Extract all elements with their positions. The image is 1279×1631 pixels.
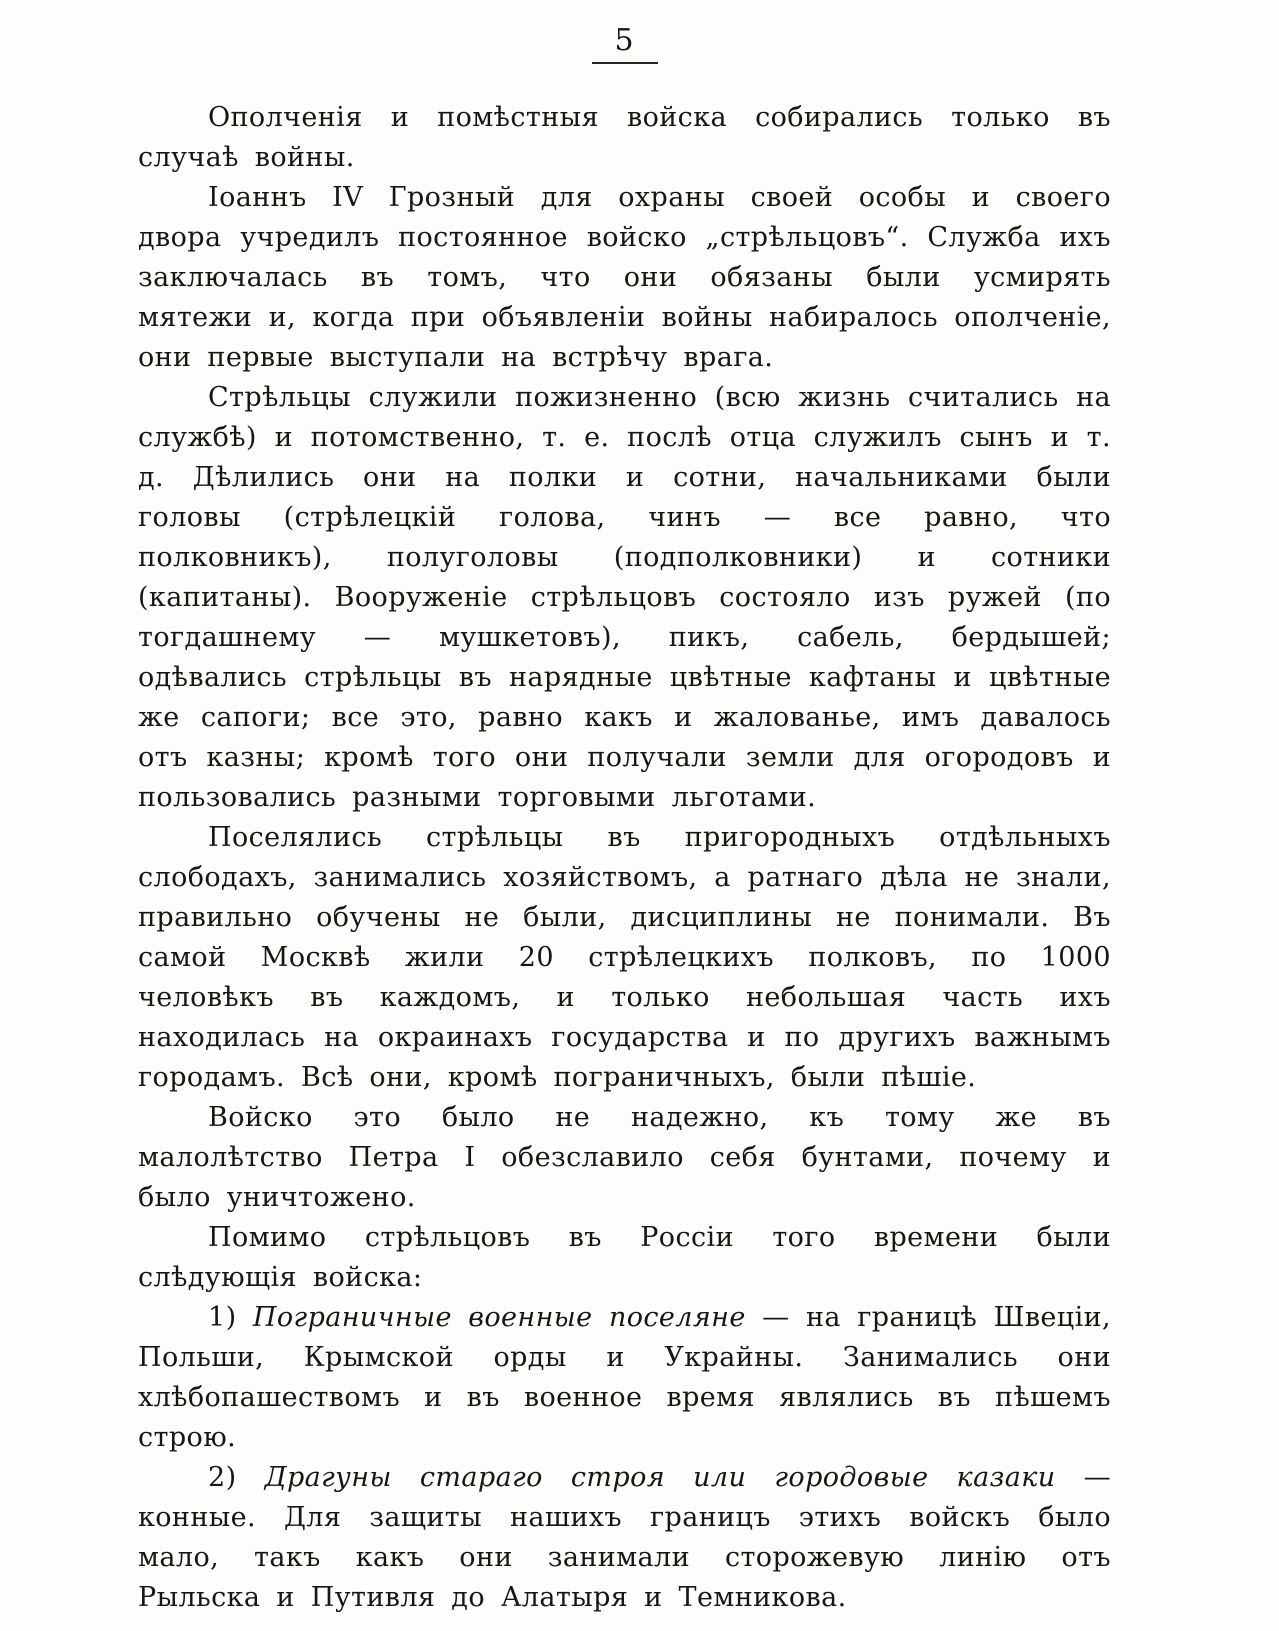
page-number-rule [592, 62, 658, 64]
text-run: Войско это было не надежно, къ тому же въ малолѣтство Петра I обезславило себя бунтами, почему и было уничтожено. [138, 1102, 1111, 1213]
text-run: Поселялись стрѣльцы въ пригородныхъ отдѣльныхъ слободахъ, занимались хозяйствомъ, а ратнаго дѣла не знали, правильно обучены не были, дисциплины не понимали. Въ самой Москвѣ жили 20 стрѣлецкихъ полковъ, по 1000 человѣкъ въ каждомъ, и только небольшая часть ихъ находилась на окраинахъ государства и по другихъ важнымъ городамъ. Всѣ они, кромѣ пограничныхъ, были пѣшіе. [138, 822, 1111, 1093]
paragraph [138, 1458, 1111, 1618]
paragraph [138, 818, 1111, 1098]
italic-text-run: Драгуны стараго строя или городовые казаки [264, 1462, 1056, 1493]
paragraph [138, 1098, 1111, 1218]
paragraph [138, 1298, 1111, 1458]
page-text [138, 98, 1111, 1618]
paragraph [138, 378, 1111, 818]
paragraph [138, 178, 1111, 378]
text-run: Ополченія и помѣстныя войска собирались только въ случаѣ войны. [138, 102, 1111, 173]
text-run: Помимо стрѣльцовъ въ Россіи того времени были слѣдующія войска: [138, 1222, 1111, 1293]
page-number: 5 [614, 23, 635, 58]
text-run: 2) [208, 1462, 265, 1493]
text-run: Іоаннъ IV Грозный для охраны своей особы и своего двора учредилъ постоянное войско „стрѣльцовъ“. Служба ихъ заключалась въ томъ, что они обязаны были усмирять мятежи и, когда при объявленіи войны набиралось ополченіе, они первые выступали на встрѣчу врага. [138, 182, 1111, 373]
text-run: Стрѣльцы служили пожизненно (всю жизнь считались на службѣ) и потомственно, т. е. послѣ отца служилъ сынъ и т. д. Дѣлились они на полки и сотни, начальниками были головы (стрѣлецкій голова, чинъ — все равно, что полковникъ), полуголовы (подполковники) и сотники (капитаны). Вооруженіе стрѣльцовъ состояло изъ ружей (по тогдашнему — мушкетовъ), пикъ, сабель, бердышей; одѣвались стрѣльцы въ нарядные цвѣтные кафтаны и цвѣтные же сапоги; все это, равно какъ и жалованье, имъ давалось отъ казны; кромѣ того они получали земли для огородовъ и пользовались разными торговыми льготами. [138, 382, 1111, 813]
text-run: 1) [208, 1302, 253, 1333]
page-header [138, 24, 1111, 64]
text-run: — конные. Для защиты нашихъ границъ этихъ войскъ было мало, такъ какъ они занимали сторожевую линію отъ Рыльска и Путивля до Алатыря и Темникова. [138, 1462, 1112, 1613]
paragraph [138, 98, 1111, 178]
text-run: — на границѣ Швеціи, Польши, Крымской орды и Украйны. Занимались они хлѣбопашествомъ и въ военное время являлись въ пѣшемъ строю. [138, 1302, 1111, 1453]
paragraph [138, 1218, 1111, 1298]
italic-text-run: Пограничные военные поселяне [252, 1302, 746, 1333]
